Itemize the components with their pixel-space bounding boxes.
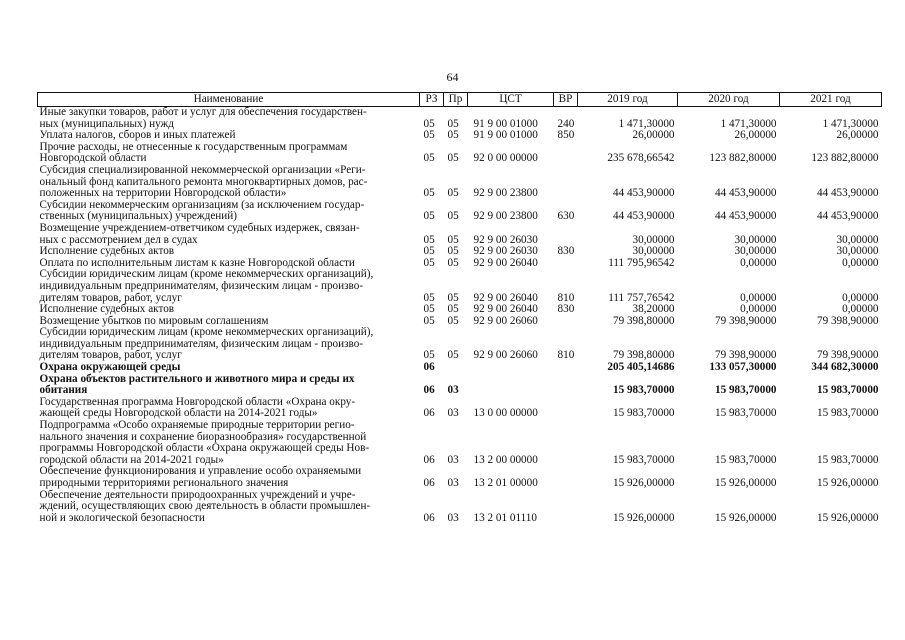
table-row	[38, 246, 882, 258]
table-row	[38, 142, 882, 165]
cell-vr: 240	[557, 117, 575, 130]
cell-2019: 205 405,14686	[607, 361, 675, 374]
cell-pr	[444, 362, 468, 374]
cell-2021: 26,00000	[836, 129, 879, 142]
cell-rz: 06	[423, 453, 435, 466]
page-number: 64	[446, 70, 459, 84]
header-name: Наименование	[38, 93, 420, 107]
cell-name: Возмещение убытков по мировым соглашениям	[39, 314, 269, 327]
cell-pr: 05	[447, 303, 459, 316]
cell-vr: 810	[557, 349, 575, 362]
cell-2021: 15 983,70000	[816, 407, 879, 420]
cell-rz: 05	[423, 314, 435, 327]
cell-name: Обеспечение деятельности природоохранных учреждений и учре- ждений, осуществляющих свою деятельность в области промышлен- ной и экологической безопасности	[39, 488, 371, 524]
cell-name: Субсидии юридическим лицам (кроме некоммерческих организаций), индивидуальным предпринимателям, физическим лицам - произво- дителям товаров, работ, услуг	[39, 326, 374, 362]
table-row	[38, 304, 882, 316]
cell-name: Оплата по исполнительным листам к казне Новгородской области	[39, 256, 355, 269]
cell-2019: 30,00000	[632, 245, 675, 258]
table-body	[38, 107, 882, 525]
cell-vr: 630	[557, 210, 575, 223]
cell-2019: 15 983,70000	[612, 453, 675, 466]
cell-rz: 05	[423, 129, 435, 142]
cell-2021: 79 398,90000	[816, 349, 879, 362]
cell-2021: 30,00000	[836, 233, 879, 246]
cell-2019: 26,00000	[632, 129, 675, 142]
cell-2020: 15 983,70000	[714, 384, 777, 397]
cell-name: Субсидии юридическим лицам (кроме некоммерческих организаций), индивидуальным предпринимателям, физическим лицам - произво- дителям товаров, работ, услуг	[39, 268, 374, 304]
cell-2020: 79 398,90000	[714, 349, 777, 362]
table-row	[38, 107, 882, 131]
cell-name: Субсидии некоммерческим организациям (за исключением государ- ственных (муниципальных) учреждений)	[39, 198, 365, 223]
cell-2021: 30,00000	[836, 245, 879, 258]
cell-2021: 344 682,30000	[811, 361, 879, 374]
cell-vr	[554, 362, 578, 374]
cell-2019: 111 795,96542	[608, 256, 675, 269]
cell-cst: 92 9 00 23800	[473, 210, 538, 223]
header-vr: ВР	[554, 93, 578, 107]
cell-2019: 44 453,90000	[612, 210, 675, 223]
cell-2020: 26,00000	[734, 129, 777, 142]
cell-2020: 44 453,90000	[714, 187, 777, 200]
cell-cst: 13 0 00 00000	[473, 407, 538, 420]
cell-pr: 05	[447, 129, 459, 142]
cell-cst	[468, 362, 554, 374]
budget-table	[37, 92, 882, 524]
cell-cst: 13 2 00 00000	[473, 453, 538, 466]
cell-vr: 830	[557, 245, 575, 258]
table-row	[38, 397, 882, 420]
cell-vr	[554, 466, 578, 489]
cell-cst: 92 9 00 26040	[473, 256, 538, 269]
table-row	[38, 466, 882, 489]
cell-pr: 03	[447, 453, 459, 466]
cell-cst: 92 9 00 26060	[473, 314, 538, 327]
cell-pr: 05	[447, 117, 459, 130]
cell-cst: 92 0 00 00000	[473, 152, 538, 165]
cell-2020: 30,00000	[734, 245, 777, 258]
cell-2019: 79 398,80000	[612, 349, 675, 362]
header-cst: ЦСТ	[468, 93, 554, 107]
cell-2020: 15 983,70000	[714, 407, 777, 420]
cell-rz: 05	[423, 256, 435, 269]
header-2021: 2021 год	[780, 93, 882, 107]
cell-2020: 15 983,70000	[714, 453, 777, 466]
cell-pr: 03	[447, 384, 459, 397]
cell-vr	[554, 397, 578, 420]
cell-cst: 92 9 00 26040	[473, 291, 538, 304]
table-row	[38, 490, 882, 525]
cell-pr: 05	[447, 256, 459, 269]
cell-2021: 1 471,30000	[822, 117, 879, 130]
cell-2021: 44 453,90000	[816, 210, 879, 223]
table-row	[38, 223, 882, 246]
cell-2019: 15 983,70000	[612, 407, 675, 420]
cell-rz: 06	[423, 407, 435, 420]
cell-2020: 44 453,90000	[714, 210, 777, 223]
cell-rz: 05	[423, 210, 435, 223]
table-row	[38, 420, 882, 466]
header-2019: 2019 год	[578, 93, 678, 107]
table-row	[38, 362, 882, 374]
cell-vr: 810	[557, 291, 575, 304]
cell-cst	[468, 374, 554, 397]
cell-rz: 05	[423, 291, 435, 304]
cell-2021: 15 926,00000	[816, 511, 879, 524]
cell-vr	[554, 374, 578, 397]
header-rz: РЗ	[420, 93, 444, 107]
cell-2020: 15 926,00000	[714, 477, 777, 489]
cell-rz: 05	[423, 303, 435, 316]
cell-pr: 05	[447, 152, 459, 165]
table-row	[38, 269, 882, 304]
cell-2019: 111 757,76542	[608, 291, 675, 304]
cell-2021: 15 983,70000	[816, 384, 879, 397]
cell-name: Охрана окружающей среды	[39, 361, 181, 374]
cell-name: Прочие расходы, не отнесенные к государственным программам Новгородской области	[39, 140, 348, 165]
cell-2021: 15 926,00000	[816, 477, 879, 489]
cell-rz: 06	[423, 384, 435, 397]
cell-2020: 30,00000	[734, 233, 777, 246]
cell-2019: 15 983,70000	[612, 384, 675, 397]
cell-name: Возмещение учреждением-ответчиком судебных издержек, связан- ных с рассмотрением дел в судах	[39, 221, 360, 246]
header-2020: 2020 год	[678, 93, 780, 107]
cell-name: Субсидия специализированной некоммерческой организации «Реги- ональный фонд капитального ремонта многоквартирных домов, рас- положенных на территории Новгородской области»	[39, 163, 368, 200]
cell-2020: 79 398,90000	[714, 314, 777, 327]
cell-rz: 06	[423, 477, 435, 489]
cell-2019: 235 678,66542	[607, 152, 675, 165]
cell-rz: 05	[423, 245, 435, 258]
cell-2020: 15 926,00000	[714, 511, 777, 524]
cell-vr: 830	[557, 303, 575, 316]
cell-cst: 91 9 00 01000	[473, 117, 538, 130]
cell-2019: 30,00000	[632, 233, 675, 246]
cell-cst: 91 9 00 01000	[473, 129, 538, 142]
cell-name: Иные закупки товаров, работ и услуг для обеспечения государствен- ных (муниципальных) нужд	[39, 106, 367, 130]
cell-vr	[554, 258, 578, 270]
cell-rz: 05	[423, 233, 435, 246]
cell-pr: 03	[447, 407, 459, 420]
cell-2019: 44 453,90000	[612, 187, 675, 200]
table-row	[38, 200, 882, 223]
cell-cst: 13 2 01 00000	[473, 477, 538, 489]
cell-2020: 1 471,30000	[720, 117, 777, 130]
cell-pr: 05	[447, 187, 459, 200]
cell-2021: 0,00000	[842, 256, 879, 269]
cell-vr	[554, 316, 578, 328]
cell-name: Исполнение судебных актов	[39, 303, 175, 316]
cell-2019: 1 471,30000	[618, 117, 675, 130]
cell-name: Подпрограмма «Особо охраняемые природные территории регио- нального значения и сохранение биоразнообразия» государственной программы Новгородской области «Охрана окружающей среды Нов- городской области на 2014-2021 годы»	[39, 419, 370, 466]
table-row	[38, 374, 882, 397]
cell-2021: 0,00000	[842, 303, 879, 316]
cell-vr	[554, 420, 578, 466]
cell-2020: 133 057,30000	[709, 361, 777, 374]
table-header	[38, 93, 882, 107]
cell-2020: 0,00000	[740, 303, 777, 316]
cell-vr	[554, 142, 578, 165]
cell-rz: 06	[423, 511, 435, 524]
cell-name: Обеспечение функционирования и управление особо охраняемыми природными территориями регионального значения	[39, 465, 362, 489]
cell-rz: 06	[423, 361, 435, 374]
cell-pr: 05	[447, 349, 459, 362]
cell-name: Исполнение судебных актов	[39, 245, 175, 258]
cell-2020: 0,00000	[740, 256, 777, 269]
cell-2019: 79 398,80000	[612, 314, 675, 327]
cell-pr: 03	[447, 511, 459, 524]
cell-vr	[554, 223, 578, 246]
cell-cst: 13 2 01 01110	[473, 511, 537, 524]
cell-2021: 0,00000	[842, 291, 879, 304]
cell-vr	[554, 165, 578, 200]
cell-cst: 92 9 00 26060	[473, 349, 538, 362]
cell-pr: 03	[447, 477, 459, 489]
cell-2021: 123 882,80000	[811, 152, 879, 165]
cell-vr	[554, 490, 578, 525]
cell-cst: 92 9 00 26040	[473, 303, 538, 316]
cell-2020: 123 882,80000	[709, 152, 777, 165]
cell-vr: 850	[557, 129, 575, 142]
cell-2021: 79 398,90000	[816, 314, 879, 327]
cell-name: Государственная программа Новгородской области «Охрана окру- жающей среды Новгородской области на 2014-2021 годы»	[39, 395, 356, 420]
header-pr: Пр	[444, 93, 468, 107]
cell-2021: 44 453,90000	[816, 187, 879, 200]
cell-2019: 15 926,00000	[612, 477, 675, 489]
table-row	[38, 327, 882, 362]
cell-pr: 05	[447, 245, 459, 258]
cell-2019: 38,20000	[632, 303, 675, 316]
cell-rz: 05	[423, 349, 435, 362]
cell-pr: 05	[447, 233, 459, 246]
cell-cst: 92 9 00 26030	[473, 245, 538, 258]
cell-pr: 05	[447, 210, 459, 223]
cell-cst: 92 9 00 26030	[473, 233, 538, 246]
cell-name: Уплата налогов, сборов и иных платежей	[39, 129, 236, 142]
cell-rz: 05	[423, 117, 435, 130]
cell-rz: 05	[423, 187, 435, 200]
cell-rz: 05	[423, 152, 435, 165]
cell-name: Охрана объектов растительного и животного мира и среды их обитания	[39, 372, 355, 397]
cell-2020: 0,00000	[740, 291, 777, 304]
cell-cst: 92 9 00 23800	[473, 187, 538, 200]
cell-2019: 15 926,00000	[612, 511, 675, 524]
cell-pr: 05	[447, 291, 459, 304]
table-row	[38, 165, 882, 200]
cell-2021: 15 983,70000	[816, 453, 879, 466]
cell-pr: 05	[447, 314, 459, 327]
